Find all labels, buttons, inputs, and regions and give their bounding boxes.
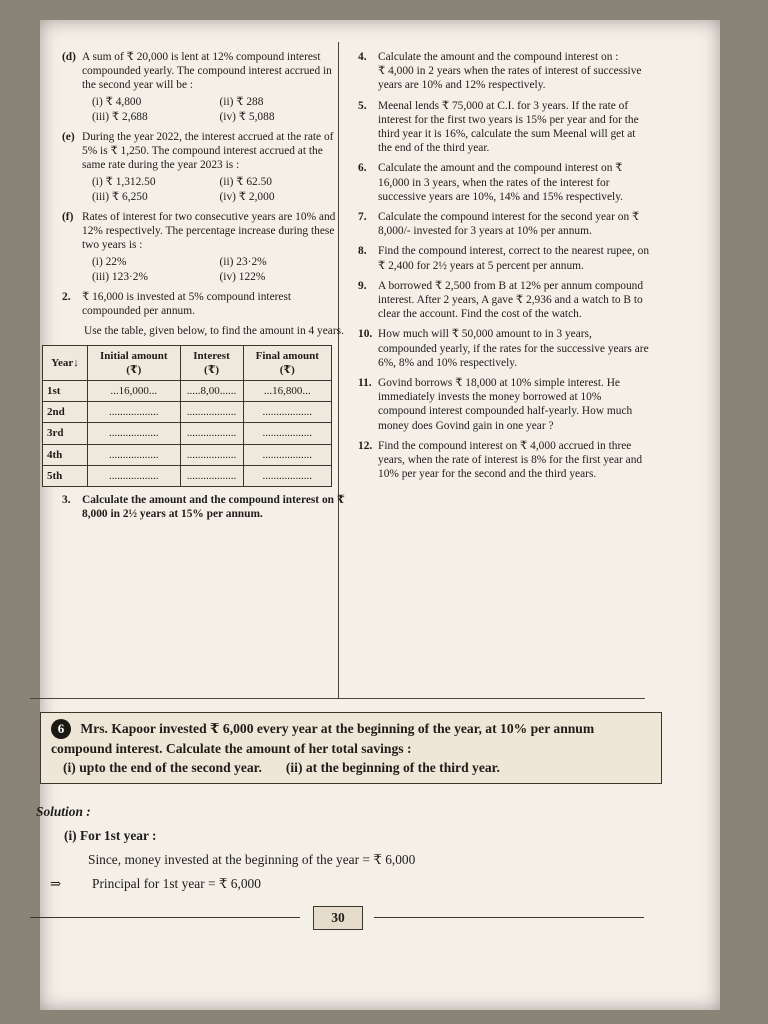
answer-option: (i) 22% <box>92 255 127 268</box>
question-item <box>358 439 650 482</box>
answer-options <box>92 255 347 284</box>
table-cell: .................. <box>88 402 181 423</box>
question-number: 10. <box>358 328 373 341</box>
question-text: During the year 2022, the interest accrued at the rate of 5% is ₹ 1,250. The compound interest accrued at the same rate during the year 2023 is : <box>82 131 334 172</box>
question-item <box>358 327 650 370</box>
page-number: 30 <box>313 906 363 930</box>
answer-option: (iv) 122% <box>219 270 266 283</box>
solution-line: Since, money invested at the beginning of the year = ₹ 6,000 <box>88 852 416 867</box>
question-number: 6. <box>358 162 367 175</box>
question-part <box>62 210 347 284</box>
table-cell: .................. <box>243 465 332 486</box>
answer-option: (iii) ₹ 2,688 <box>92 110 148 123</box>
example-parts <box>63 758 651 777</box>
question-1-parts <box>62 50 347 284</box>
answer-options <box>92 95 347 124</box>
question-2 <box>62 290 347 318</box>
table-header-cell: Year↓ <box>43 345 88 380</box>
question-text: Calculate the amount and the compound interest on : <box>378 51 619 63</box>
question-text: Govind borrows ₹ 18,000 at 10% simple interest. He immediately invests the money borrowed at 10% compound interest compounded half-yearly. How much money does Govind gain in one year ? <box>378 377 633 432</box>
answer-option: (i) ₹ 4,800 <box>92 95 142 108</box>
table-cell: 2nd <box>43 402 88 423</box>
answer-option: (ii) 23·2% <box>219 255 267 268</box>
question-number: 5. <box>358 99 367 112</box>
question-item <box>358 244 650 272</box>
question-text: ₹ 16,000 is invested at 5% compound interest compounded per annum. <box>82 291 292 318</box>
answer-option: (i) ₹ 1,312.50 <box>92 175 156 188</box>
question-number: 2. <box>62 291 71 304</box>
table-cell: .................. <box>180 402 243 423</box>
question-line <box>358 244 650 272</box>
answer-option: (iv) ₹ 2,000 <box>219 190 275 203</box>
table-cell: ...16,000... <box>88 381 181 402</box>
question-line <box>358 99 650 156</box>
question-text: Meenal lends ₹ 75,000 at C.I. for 3 years. If the rate of interest for the first two years is 15% per year and for the third year it is 16%, calculate the sum Meenal will get at the end of the third year. <box>378 99 639 155</box>
question-number: 4. <box>358 51 367 63</box>
answer-option: (iii) ₹ 6,250 <box>92 190 148 203</box>
table-cell: .................. <box>88 444 181 465</box>
table-row <box>43 381 332 402</box>
question-line <box>62 50 347 93</box>
question-number: (d) <box>62 51 76 63</box>
solution-subheading: (i) For 1st year : <box>64 828 157 843</box>
table-body <box>43 381 332 487</box>
question-part <box>62 130 347 204</box>
table-header-row <box>43 345 332 380</box>
question-number: 9. <box>358 279 367 292</box>
question-number: 12. <box>358 439 373 452</box>
table-cell: .................. <box>88 465 181 486</box>
left-column <box>47 50 347 527</box>
question-line <box>358 161 650 204</box>
question-number: 3. <box>62 494 71 507</box>
question-part <box>62 50 347 124</box>
table-row <box>43 465 332 486</box>
example-text: Mrs. Kapoor invested ₹ 6,000 every year at the beginning of the year, at 10% per annum compound interest. Calculate the amount of her total savings : <box>51 721 595 756</box>
table-cell: 3rd <box>43 423 88 444</box>
question-line <box>62 210 347 253</box>
question-item <box>358 376 650 433</box>
question-number: (f) <box>62 211 74 224</box>
table-cell: .................. <box>88 423 181 444</box>
solution-section <box>36 800 636 896</box>
section-divider <box>30 698 645 699</box>
question-text: Rates of interest for two consecutive years are 10% and 12% respectively. The percentage increase during these two years is : <box>82 211 336 252</box>
right-column <box>358 50 650 487</box>
table-instruction: Use the table, given below, to find the amount in 4 years. <box>84 325 344 338</box>
footer-rule <box>374 917 644 918</box>
question-number: 7. <box>358 211 367 224</box>
question-item <box>358 161 650 204</box>
table-cell: .................. <box>180 465 243 486</box>
example-part-ii: (ii) at the beginning of the third year. <box>285 760 500 775</box>
implies-arrow-icon: ⇒ <box>50 876 62 891</box>
answer-option: (iii) 123·2% <box>92 270 148 283</box>
question-text: A borrowed ₹ 2,500 from B at 12% per annum compound interest. After 2 years, A gave ₹ 2,936 and a watch to B to clear the account. Find the cost of the watch. <box>378 279 644 321</box>
table-cell: 5th <box>43 465 88 486</box>
table-cell: .....8,00...... <box>180 381 243 402</box>
question-line <box>358 439 650 482</box>
example-number-badge: 6 <box>51 719 71 739</box>
answer-options <box>92 175 347 204</box>
question-number: 8. <box>358 245 367 258</box>
question-text: Calculate the amount and the compound interest on ₹ 16,000 in 3 years, when the rates of the interest for successive years are 10%, 14% and 15% respectively. <box>378 162 624 203</box>
table-row <box>43 444 332 465</box>
question-line <box>358 327 650 370</box>
table-header-cell: Final amount (₹) <box>243 345 332 380</box>
table-header-cell: Interest (₹) <box>180 345 243 380</box>
question-subpart: ₹ 4,000 in 2 years when the rates of interest of successive years are 10% and 12% respectively. <box>378 65 642 92</box>
question-text: Find the compound interest on ₹ 4,000 accrued in three years, when the rate of interest is 8% for the first year and 10% per year for the second and the third years. <box>378 439 643 481</box>
solution-label: Solution : <box>36 804 91 819</box>
answer-option: (ii) ₹ 288 <box>219 95 264 108</box>
example-part-i: (i) upto the end of the second year. <box>63 760 262 775</box>
question-text: Find the compound interest, correct to the nearest rupee, on ₹ 2,400 for 2½ years at 5 percent per annum. <box>378 245 650 272</box>
footer-rule <box>30 917 300 918</box>
question-item <box>358 279 650 322</box>
table-cell: ...16,800... <box>243 381 332 402</box>
question-text: Calculate the compound interest for the second year on ₹ 8,000/- invested for 3 years at 10% per annum. <box>378 211 640 238</box>
solution-implication <box>50 872 636 896</box>
table-row <box>43 402 332 423</box>
question-line <box>358 279 650 322</box>
question-text: A sum of ₹ 20,000 is lent at 12% compound interest compounded yearly. The compound interest accrued in the second year will be : <box>82 51 332 92</box>
table-row <box>43 423 332 444</box>
question-item <box>358 210 650 238</box>
question-item <box>358 99 650 156</box>
question-number: (e) <box>62 131 75 144</box>
solution-line: Principal for 1st year = ₹ 6,000 <box>92 876 261 891</box>
question-3 <box>62 493 347 521</box>
table-cell: .................. <box>180 444 243 465</box>
table-cell: .................. <box>180 423 243 444</box>
table-cell: .................. <box>243 444 332 465</box>
question-line <box>62 130 347 173</box>
table-cell: 4th <box>43 444 88 465</box>
table-cell: 1st <box>43 381 88 402</box>
question-item <box>358 50 650 93</box>
answer-option: (ii) ₹ 62.50 <box>219 175 272 188</box>
page-footer <box>30 906 645 930</box>
table-header-cell: Initial amount (₹) <box>88 345 181 380</box>
question-line <box>358 376 650 433</box>
question-text: Calculate the amount and the compound interest on ₹ 8,000 in 2½ years at 15% per annum. <box>82 494 345 521</box>
question-line <box>358 210 650 238</box>
table-cell: .................. <box>243 402 332 423</box>
example-box <box>40 712 662 784</box>
question-number: 11. <box>358 377 372 390</box>
answer-option: (iv) ₹ 5,088 <box>219 110 275 123</box>
amount-table <box>42 345 332 487</box>
table-cell: .................. <box>243 423 332 444</box>
question-line <box>358 50 650 64</box>
question-text: How much will ₹ 50,000 amount to in 3 years, compounded yearly, if the rates for the successive years are 6%, 8% and 10% respectively. <box>378 328 649 369</box>
